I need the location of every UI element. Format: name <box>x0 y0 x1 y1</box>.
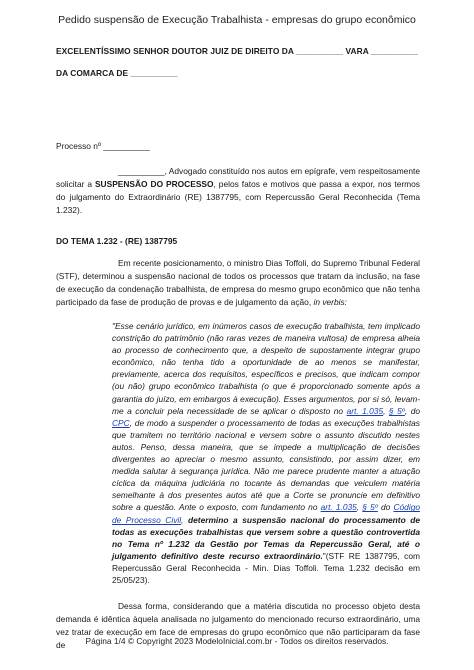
conclusion-text: Dessa forma, considerando que a matéria discutida no processo objeto desta demanda é idêntica àquela analisada no julgamento do mencionado recurso extraordinário, uma vez tratar de execução em face de empresas do grupo econômico que não participaram da fase de <box>56 601 420 650</box>
process-number: Processo nº __________ <box>56 141 150 151</box>
body-paragraph <box>56 257 420 309</box>
page-footer: Página 1/4 © Copyright 2023 ModeloInicial.com.br - Todos os direitos reservados. <box>85 636 389 646</box>
quote-citation: "(STF RE 1387795, com Repercussão Geral Reconhecida - Min. Dias Toffoli. Tema 1.232 decisão em 25/05/23). <box>112 550 420 585</box>
link-paragraph-5[interactable]: § 5º <box>388 405 405 416</box>
section-heading: DO TEMA 1.232 - (RE) 1387795 <box>56 236 178 246</box>
address-line-comarca: DA COMARCA DE __________ <box>56 68 178 78</box>
body-text: Em recente posicionamento, o ministro Dias Toffoli, do Supremo Tribunal Federal (STF), determinou a suspensão nacional de todos os processos que tratam da inclusão, na fase de execução da condenação trabalhista, de empresa do mesmo grupo econômico que não tenha participado da fase de produção de provas e de julgamento da ação, <box>56 258 420 307</box>
lawyer-blank: __________ <box>118 166 165 176</box>
quote-sep: , <box>356 502 363 513</box>
quote-block <box>112 320 420 586</box>
quote-sep: , <box>383 405 389 416</box>
link-art-1035-second[interactable]: art. 1.035 <box>320 502 357 513</box>
page-header-title: Pedido suspensão de Execução Trabalhista - empresas do grupo econômico <box>58 14 416 26</box>
link-codigo-processo-civil[interactable]: Código de Processo Civil <box>112 502 421 525</box>
link-cpc[interactable]: CPC <box>112 417 130 428</box>
quote-bold-decision: determino a suspensão nacional do processamento de todas as execuções trabalhistas que versem sobre a questão controvertida no Tema nº 1.232 da Gestão por Temas da Repercussão Geral, até o julgamento definitivo deste recurso extraordinário. <box>112 514 421 561</box>
quote-mid: do <box>377 502 394 513</box>
quote-text-1: "Esse cenário jurídico, em inúmeros casos de execução trabalhista, tem implicado constrição do patrimônio (não raras vezes de maneira vultosa) de empresa alheia ao processo de conhecimento que, a despeito de supostamente integrar grupo econômico, não tenha tido a oportunidade de ao menos se manifestar, previamente, acerca dos requisitos, específicos e precisos, que indicam compor (ou não) grupo econômico trabalhista (o que é proporcionado somente após a garantia do juízo, em embargos à execução). Esses argumentos, por si só, levam-me a concluir pela necessidade de se aplicar o disposto no <box>112 321 420 416</box>
quote-text-3: , <box>181 514 188 525</box>
intro-text-2: , pelos fatos e motivos que passa a expor, nos termos do julgamento do Extraordinário (RE) 1387795, com Repercussão Geral Reconhecida (Tema 1.232). <box>56 179 420 215</box>
quote-mid: , do <box>404 405 421 416</box>
link-paragraph-5-second[interactable]: § 5º <box>362 502 378 513</box>
quote-text-2: , de modo a suspender o processamento de todas as execuções trabalhistas que tramitem no território nacional e versem sobre o assunto discutido nestes autos. Penso, dessa maneira, que se impede a multiplicação de decisões divergentes ao apreciar o mesmo assunto, consistindo, por assim dizer, em medida salutar à segurança jurídica. Não me parece prudente manter a atuação cíclica da máquina judiciária no tocante às demandas que veiculem matéria semelhante à dos presentes autos até que a Corte se pronuncie em definitivo sobre a questão. Ante o exposto, com fundamento no <box>112 417 420 513</box>
address-line-court: EXCELENTÍSSIMO SENHOR DOUTOR JUIZ DE DIREITO DA __________ VARA __________ <box>56 46 418 56</box>
intro-bold-request: SUSPENSÃO DO PROCESSO <box>94 179 214 189</box>
intro-paragraph <box>56 165 420 217</box>
link-art-1035[interactable]: art. 1.035 <box>346 405 384 416</box>
intro-text-1: , Advogado constituído nos autos em epígrafe, vem respeitosamente solicitar a <box>56 166 420 189</box>
body-italic: in verbis: <box>313 297 347 307</box>
